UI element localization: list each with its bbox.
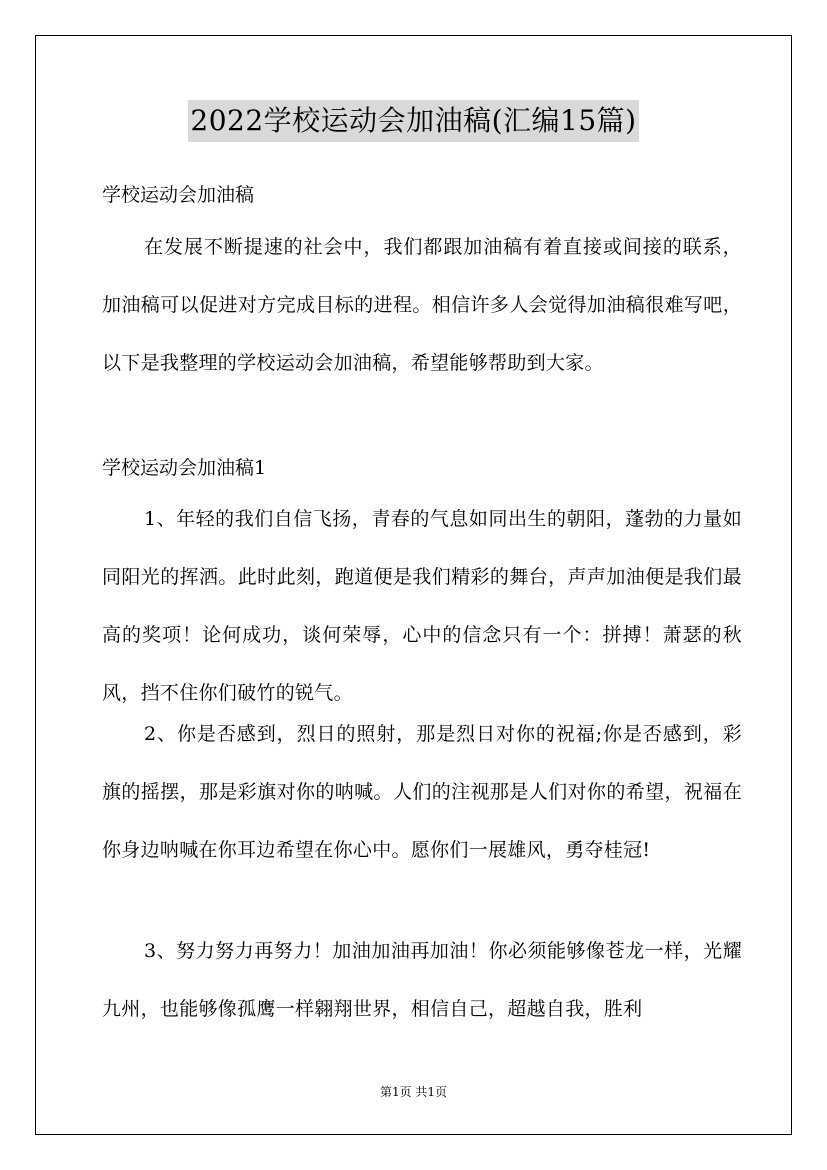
document-title-text: 2022学校运动会加油稿(汇编15篇) — [188, 100, 638, 142]
body-paragraph-3: 3、努力努力再努力！加油加油再加油！你必须能够像苍龙一样，光耀九州，也能够像孤鹰一样翱翔世界，相信自己，超越自我，胜利 — [102, 940, 742, 1020]
intro-heading: 学校运动会加油稿 — [102, 184, 255, 206]
intro-paragraph: 在发展不断提速的社会中，我们都跟加油稿有着直接或间接的联系，加油稿可以促进对方完成目标的进程。相信许多人会觉得加油稿很难写吧，以下是我整理的学校运动会加油稿，希望能够帮助到大家。 — [102, 236, 742, 374]
document-title — [0, 100, 827, 142]
page-footer: 第1页 共1页 — [379, 1085, 448, 1099]
body-paragraph-1: 1、年轻的我们自信飞扬，青春的气息如同出生的朝阳，蓬勃的力量如同阳光的挥洒。此时此刻，跑道便是我们精彩的舞台，声声加油便是我们最高的奖项！论何成功，谈何荣辱，心中的信念只有一个：拼搏！萧瑟的秋风，挡不住你们破竹的锐气。 — [102, 508, 742, 704]
body-paragraph-2: 2、你是否感到，烈日的照射，那是烈日对你的祝福;你是否感到，彩旗的摇摆，那是彩旗对你的呐喊。人们的注视那是人们对你的希望，祝福在你身边呐喊在你耳边希望在你心中。愿你们一展雄风，勇夺桂冠! — [102, 723, 742, 861]
section-heading: 学校运动会加油稿1 — [102, 457, 267, 479]
